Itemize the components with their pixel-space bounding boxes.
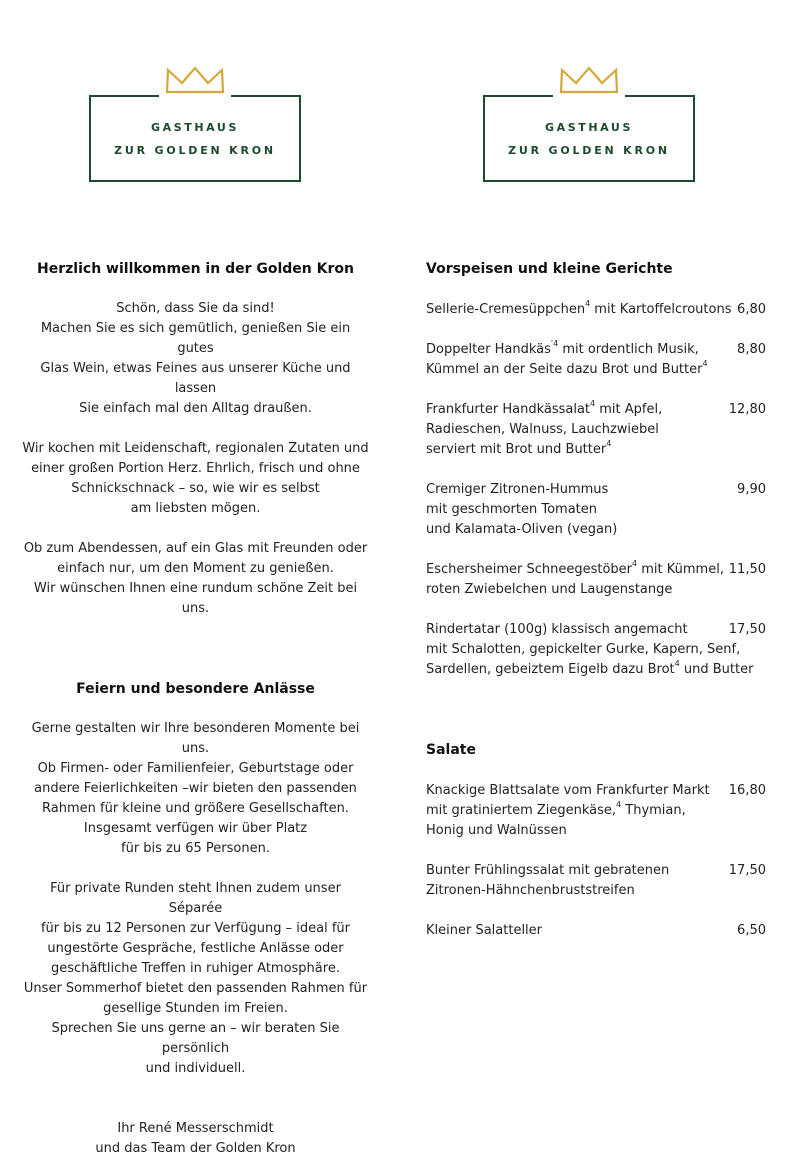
brand-line1: GASTHAUS [150, 121, 239, 134]
logo-left [89, 64, 301, 182]
dish-description: Sellerie-Cremesüppchen$^4$ mit Kartoffelcroutons [426, 299, 732, 317]
welcome-text [22, 299, 369, 619]
starter-item [426, 560, 766, 600]
welcome-line: Ob zum Abendessen, auf ein Glas mit Freunden oder [23, 541, 368, 556]
dish-price: 8,80 [737, 342, 766, 357]
starter-item [426, 340, 766, 380]
welcome-line: Sie einfach mal den Alltag draußen. [79, 401, 312, 416]
events-line: ungestörte Gespräche, festliche Anlässe oder [47, 941, 344, 956]
events-title: Feiern und besondere Anlässe [76, 681, 315, 697]
welcome-line [22, 419, 369, 439]
dish-price: 11,50 [728, 562, 766, 577]
crown-icon [561, 68, 617, 92]
events-line [22, 859, 369, 879]
footnote-marker: 4 [632, 559, 638, 568]
events-text [22, 719, 369, 1159]
starter-item [426, 400, 766, 460]
salad-item [426, 781, 766, 841]
events-line: gesellige Stunden im Freien. [103, 1001, 288, 1016]
welcome-line: am liebsten mögen. [130, 501, 261, 516]
dish-price: 9,90 [737, 482, 766, 497]
events-line [22, 1099, 369, 1119]
events-line: und individuell. [145, 1061, 246, 1076]
footnote-marker: 4 [702, 359, 708, 368]
welcome-line: Schön, dass Sie da sind! [116, 301, 275, 316]
events-line: Gerne gestalten wir Ihre besonderen Momente bei uns. [31, 721, 360, 756]
welcome-line: Machen Sie es sich gemütlich, genießen Sie ein gutes [40, 321, 351, 356]
dish-description: Rindertatar (100g) klassisch angemacht mit Schalotten, gepickelter Gurke, Kapern, Senf, Sardellen, gebeiztem Eigelb dazu Brot$^4$ und Butter [426, 622, 754, 677]
footnote-marker: 4 [674, 659, 680, 668]
salad-item [426, 861, 766, 901]
crown-icon [167, 68, 223, 92]
starter-item [426, 620, 766, 680]
starter-item [426, 480, 766, 540]
welcome-line: einfach nur, um den Moment zu genießen. [57, 561, 334, 576]
footnote-marker: 4 [590, 399, 596, 408]
dish-description: Doppelter Handkäs$^{'4}$ mit ordentlich Musik, Kümmel an der Seite dazu Brot und Butter$^4$ [426, 339, 708, 377]
welcome-line: Glas Wein, etwas Feines aus unserer Küche und lassen [40, 361, 351, 396]
welcome-line: Schnickschnack – so, wie wir es selbst [71, 481, 320, 496]
welcome-line: einer großen Portion Herz. Ehrlich, frisch und ohne [31, 461, 360, 476]
events-line: und das Team der Golden Kron [95, 1141, 296, 1156]
events-line: Für private Runden steht Ihnen zudem unser Séparée [50, 881, 341, 916]
brand-line1: GASTHAUS [544, 121, 633, 134]
events-line: Ihr René Messerschmidt [117, 1121, 274, 1136]
footnote-marker: 4 [606, 439, 612, 448]
dish-price: 6,50 [737, 923, 766, 938]
footnote-marker: 4 [616, 800, 622, 809]
intro-column [22, 259, 369, 1159]
events-line: Unser Sommerhof bietet den passenden Rahmen für [23, 981, 368, 996]
events-line: geschäftliche Treffen in ruhiger Atmosphäre. [51, 961, 340, 976]
welcome-line [22, 519, 369, 539]
welcome-line: Wir kochen mit Leidenschaft, regionalen Zutaten und [22, 441, 369, 456]
footnote-marker: '4 [550, 339, 559, 348]
events-line: für bis zu 12 Personen zur Verfügung – ideal für [40, 921, 351, 936]
welcome-line: Wir wünschen Ihnen eine rundum schöne Zeit bei uns. [33, 581, 358, 616]
salad-item [426, 921, 766, 941]
footnote-marker: 4 [585, 299, 591, 308]
dish-price: 6,80 [737, 302, 766, 317]
events-line: Insgesamt verfügen wir über Platz [83, 821, 308, 836]
dish-description: Bunter Frühlingssalat mit gebratenen Zitronen-Hähnchenbruststreifen [426, 863, 670, 898]
events-line: Ob Firmen- oder Familienfeier, Geburtstage oder [37, 761, 354, 776]
dish-description: Cremiger Zitronen-Hummus mit geschmorten Tomaten und Kalamata-Oliven (vegan) [426, 482, 618, 537]
dish-description: Kleiner Salatteller [426, 923, 543, 938]
salads-title: Salate [426, 742, 476, 758]
brand-line2: ZUR GOLDEN KRON [508, 144, 670, 157]
events-line: andere Feierlichkeiten –wir bieten den passenden [34, 781, 357, 796]
dish-price: 16,80 [728, 783, 766, 798]
logo-right [483, 64, 695, 182]
events-line: Rahmen für kleine und größere Gesellschaften. [42, 801, 349, 816]
brand-line2: ZUR GOLDEN KRON [114, 144, 276, 157]
dish-description: Knackige Blattsalate vom Frankfurter Markt mit gratiniertem Ziegenkäse,$^4$ Thymian, Honig und Walnüssen [426, 783, 710, 838]
events-line: für bis zu 65 Personen. [121, 841, 270, 856]
dish-price: 17,50 [728, 863, 766, 878]
dish-description: Frankfurter Handkässalat$^4$ mit Apfel, Radieschen, Walnuss, Lauchzwiebel serviert mit Brot und Butter$^4$ [426, 399, 663, 457]
starters-title: Vorspeisen und kleine Gerichte [426, 261, 673, 277]
welcome-title: Herzlich willkommen in der Golden Kron [37, 261, 354, 277]
dish-price: 17,50 [728, 622, 766, 637]
events-line: Sprechen Sie uns gerne an – wir beraten Sie persönlich [51, 1021, 340, 1056]
dish-description: Eschersheimer Schneegestöber$^4$ mit Kümmel, roten Zwiebelchen und Laugenstange [426, 559, 724, 597]
starter-item [426, 300, 766, 320]
dish-price: 12,80 [728, 402, 766, 417]
events-line [22, 1079, 369, 1099]
